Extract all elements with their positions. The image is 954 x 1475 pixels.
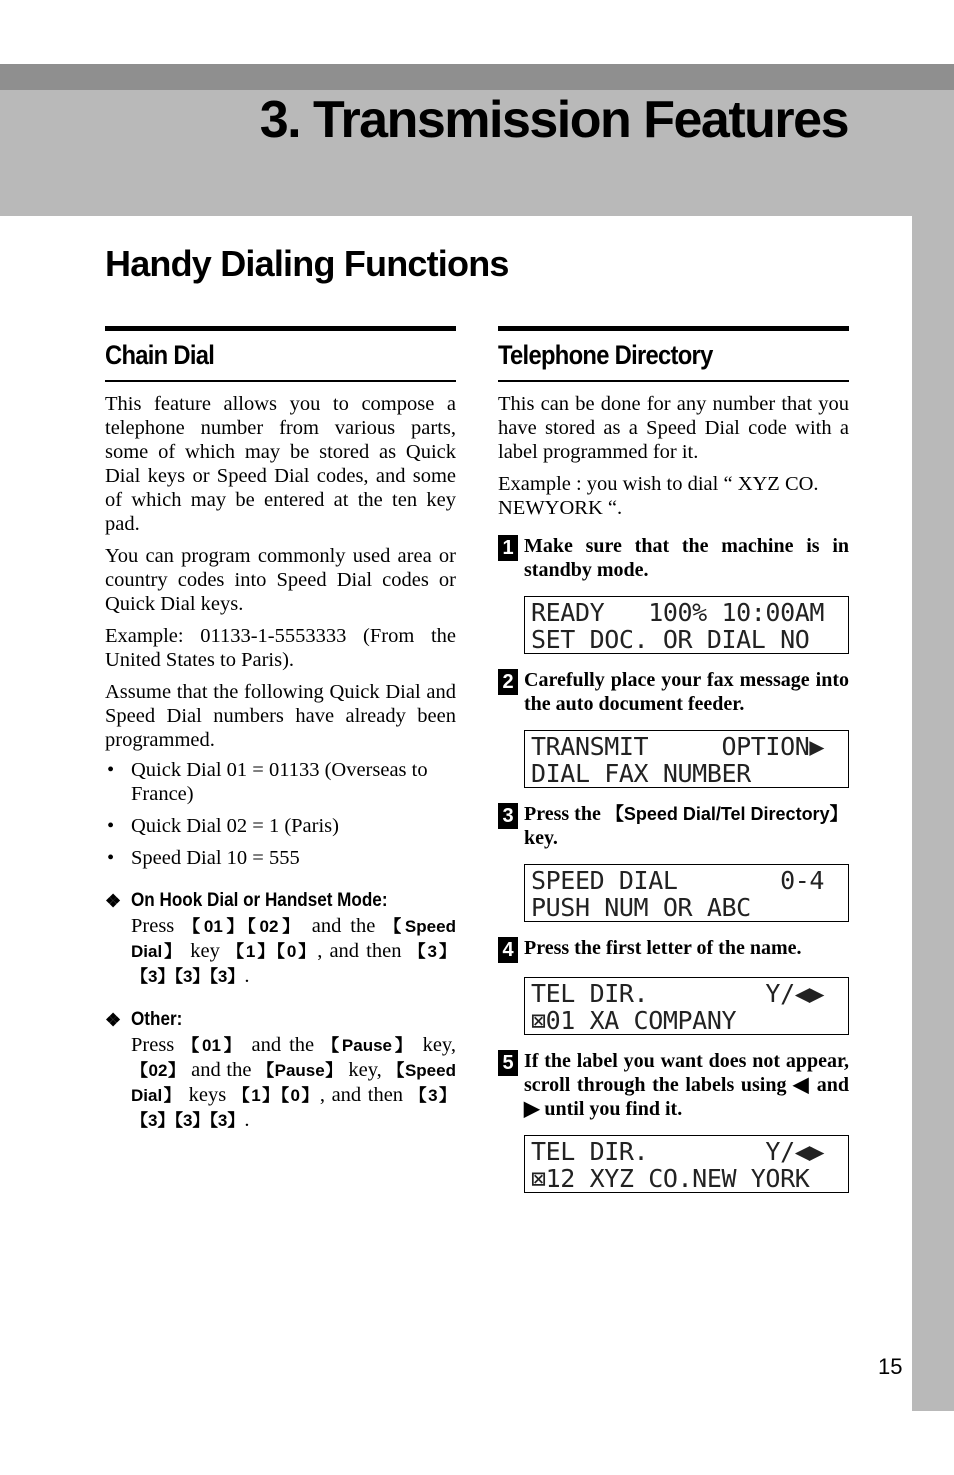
section-title: Handy Dialing Functions bbox=[105, 243, 509, 284]
other-mode-section bbox=[105, 1009, 456, 1133]
other-mode-heading: ❖ Other: bbox=[105, 1009, 183, 1030]
key-label: 【3】 bbox=[174, 967, 210, 986]
page-number: 15 bbox=[878, 1354, 903, 1379]
key-label: 【3】 bbox=[174, 1111, 210, 1130]
step-3 bbox=[498, 802, 849, 850]
step-instruction: Press the 【Speed Dial/Tel Directory】 key. bbox=[524, 803, 848, 849]
chain-dial-assumption: Assume that the following Quick Dial and Speed Dial numbers have already been programmed. bbox=[105, 681, 456, 751]
key-label: 【3】 bbox=[408, 942, 456, 961]
key-label: 【3】 bbox=[409, 1086, 456, 1105]
chain-dial-title: Chain Dial bbox=[105, 340, 215, 370]
key-label: 【1】 bbox=[232, 1086, 281, 1105]
chain-dial-heading bbox=[105, 326, 456, 382]
lcd-line: ⊠12 XYZ CO.NEW YORK bbox=[531, 1164, 810, 1193]
key-label: 【Speed Dial/Tel Directory】 bbox=[605, 804, 848, 824]
step-5 bbox=[498, 1049, 849, 1121]
list-item: • Quick Dial 01 = 01133 (Overseas to France) bbox=[107, 759, 428, 805]
on-hook-mode-instructions: Press 【01】【02】 and the 【Speed Dial】 key 【1】【0】, and then 【3】【3】【3】【3】. bbox=[131, 915, 456, 987]
lcd-display bbox=[524, 977, 849, 1035]
step-number: 2 bbox=[498, 669, 518, 695]
step-4 bbox=[498, 936, 849, 963]
key-label: 【3】 bbox=[131, 967, 175, 986]
step-1 bbox=[498, 534, 849, 582]
step-number: 4 bbox=[498, 937, 518, 963]
telephone-directory-intro: This can be done for any number that you have stored as a Speed Dial code with a label programmed for it. bbox=[498, 393, 849, 463]
key-label: 【Pause】 bbox=[257, 1061, 343, 1080]
key-label: 【1】 bbox=[226, 942, 277, 961]
key-label: 【0】 bbox=[276, 942, 318, 961]
step-instruction: Press the first letter of the name. bbox=[524, 937, 802, 959]
key-label: 【3】 bbox=[209, 1111, 245, 1130]
telephone-directory-heading bbox=[498, 326, 849, 382]
list-item: • Speed Dial 10 = 555 bbox=[107, 847, 300, 869]
lcd-line: SPEED DIAL 0-4 bbox=[531, 866, 825, 895]
chapter-top-bar bbox=[0, 64, 954, 90]
key-label: 【Speed Dial】 bbox=[131, 917, 456, 961]
chain-dial-program-note: You can program commonly used area or country codes into Speed Dial codes or Quick Dial keys. bbox=[105, 545, 456, 615]
key-label: 【3】 bbox=[131, 1111, 175, 1130]
diamond-bullet-icon: ❖ bbox=[105, 1009, 122, 1030]
step-instruction: If the label you want does not appear, scroll through the labels using ◀ and ▶ until you find it. bbox=[524, 1050, 849, 1120]
step-number: 5 bbox=[498, 1050, 518, 1076]
quick-dial-list bbox=[105, 758, 456, 870]
chain-dial-example: Example: 01133-1-5553333 (From the United States to Paris). bbox=[105, 625, 456, 671]
step-instruction: Make sure that the machine is in standby mode. bbox=[524, 535, 849, 581]
lcd-line: TEL DIR. Y/◀▶ bbox=[531, 1137, 825, 1166]
lcd-display bbox=[524, 864, 849, 922]
key-label: 【0】 bbox=[280, 1086, 320, 1105]
key-label: 【3】 bbox=[209, 967, 245, 986]
key-label: 【02】 bbox=[131, 1061, 186, 1080]
telephone-directory-title: Telephone Directory bbox=[498, 340, 713, 370]
step-2 bbox=[498, 668, 849, 716]
lcd-line: READY 100% 10:00AM bbox=[531, 598, 825, 627]
lcd-display bbox=[524, 596, 849, 654]
page-edge-tab bbox=[912, 216, 954, 1411]
key-label: 【Pause】 bbox=[322, 1036, 415, 1055]
lcd-line: PUSH NUM OR ABC bbox=[531, 893, 751, 922]
key-label: 【01】 bbox=[182, 1036, 244, 1055]
list-item: • Quick Dial 02 = 1 (Paris) bbox=[107, 815, 339, 837]
step-number: 3 bbox=[498, 803, 518, 829]
on-hook-mode-heading: ❖ On Hook Dial or Handset Mode: bbox=[105, 890, 388, 911]
bullet-icon: • bbox=[107, 815, 115, 837]
lcd-line: TEL DIR. Y/◀▶ bbox=[531, 979, 825, 1008]
diamond-bullet-icon: ❖ bbox=[105, 890, 122, 911]
on-hook-mode-section bbox=[105, 890, 456, 989]
key-label: 【Speed Dial】 bbox=[131, 1061, 456, 1105]
other-mode-instructions: Press 【01】 and the 【Pause】 key, 【02】 and the 【Pause】 key, 【Speed Dial】 keys 【1】【0】, and then 【3】【3】【3】【3】. bbox=[131, 1034, 456, 1131]
telephone-directory-example: Example : you wish to dial “ XYZ CO. NEWYORK “. bbox=[498, 473, 819, 519]
step-instruction: Carefully place your fax message into the auto document feeder. bbox=[524, 669, 849, 715]
lcd-line: DIAL FAX NUMBER bbox=[531, 759, 751, 788]
chain-dial-intro: This feature allows you to compose a telephone number from various parts, some of which may be stored as Quick Dial keys or Speed Dial codes, and some of which may be entered at the ten key pad. bbox=[105, 393, 456, 535]
lcd-display bbox=[524, 730, 849, 788]
telephone-directory-column bbox=[498, 326, 849, 1193]
key-label: 【02】 bbox=[247, 917, 303, 936]
chain-dial-column bbox=[105, 326, 456, 1133]
bullet-icon: • bbox=[107, 847, 115, 869]
chapter-title: 3. Transmission Features bbox=[259, 91, 848, 149]
lcd-line: ⊠01 XA COMPANY bbox=[531, 1006, 737, 1035]
lcd-line: TRANSMIT OPTION▶ bbox=[531, 732, 825, 761]
lcd-line: SET DOC. OR DIAL NO bbox=[531, 625, 810, 654]
key-label: 【01】 bbox=[183, 917, 248, 936]
step-number: 1 bbox=[498, 535, 518, 561]
lcd-display bbox=[524, 1135, 849, 1193]
bullet-icon: • bbox=[107, 759, 115, 781]
